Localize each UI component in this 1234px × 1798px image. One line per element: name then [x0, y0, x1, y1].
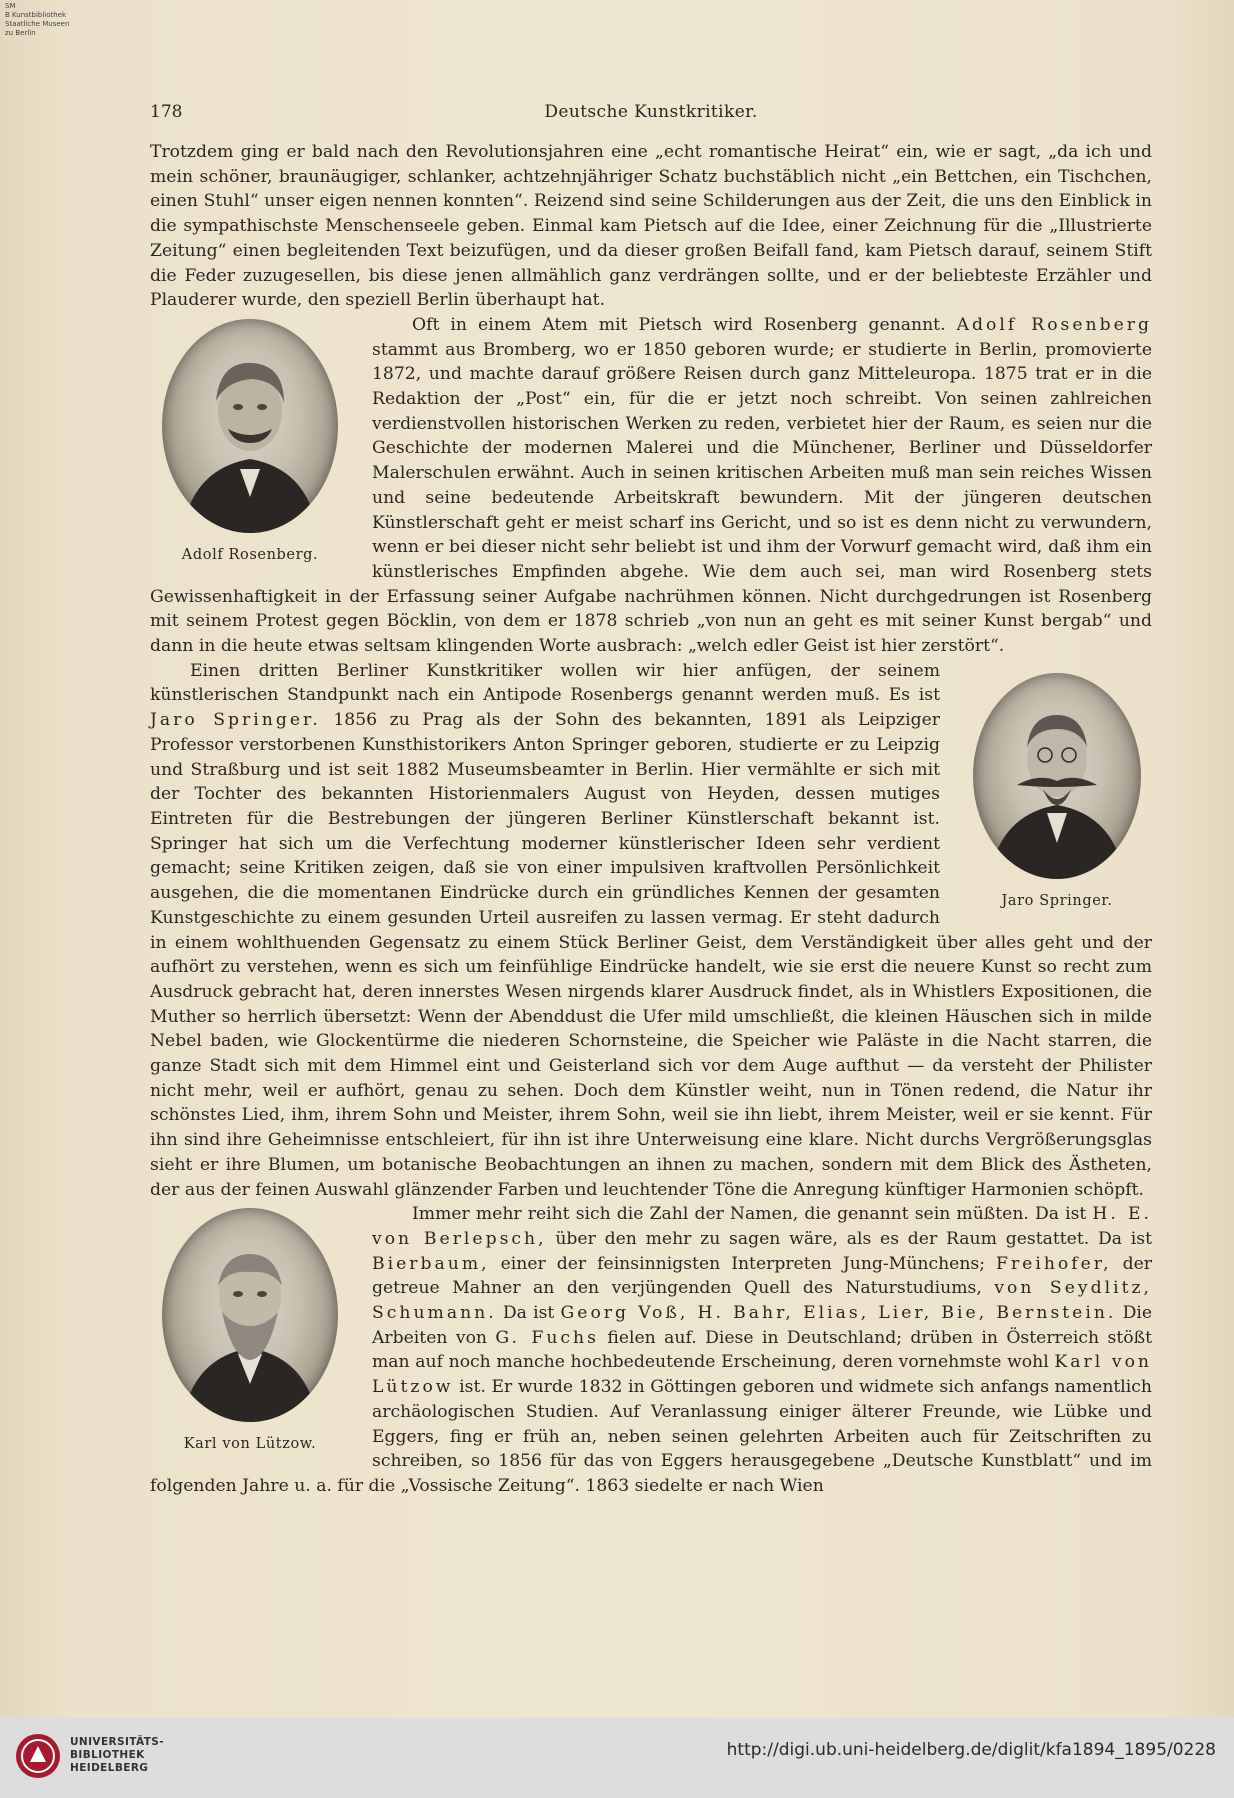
text-run: über den mehr zu sagen wäre, als es der Raum gestattet. Da ist: [555, 1228, 1152, 1249]
text-run: ist. Er wurde 1832 in Göttingen geboren und widmete sich anfangs namentlich archäologischen Studien. Auf Veranlassung einiger älterer Freunde, wie Lübke und Eggers, fing er früh an, neben seinen gelehrten Arbeiten auch für Zeitschriften zu schreiben, so 1856 für das von Eggers herausgegebene „Deutsche Kunstblatt“ und im folgenden Jahre u. a. für die „Vossische Zeitung“. 1863 siedelte er nach Wien: [150, 1377, 1152, 1496]
person-name: Georg Voß, H. Bahr, Elias, Lier, Bie, Bernstein.: [560, 1303, 1117, 1324]
person-name: G. Fuchs: [495, 1327, 599, 1348]
viewer-footer: [0, 1718, 1234, 1798]
text-run: Einen dritten Berliner Kunstkritiker wollen wir hier anfügen, der seinem künstlerischen Standpunkt nach ein Antipode Rosenbergs genannt werden muß. Es ist: [150, 660, 940, 706]
person-name: H. E. von Berlepsch,: [372, 1204, 1152, 1249]
text-run: Immer mehr reiht sich die Zahl der Namen, die genannt sein müßten. Da ist: [412, 1204, 1087, 1225]
text-run: Da ist: [502, 1303, 555, 1324]
library-name: [70, 1736, 164, 1775]
stamp-line: B Kunstbibliothek: [5, 11, 67, 19]
text-run: Oft in einem Atem mit Pietsch wird Rosenberg genannt.: [412, 314, 946, 335]
person-name: Karl von Lützow: [372, 1352, 1152, 1398]
university-seal-icon: [14, 1732, 62, 1780]
body-text: [150, 140, 1152, 1499]
person-name: Adolf Rosenberg: [956, 314, 1153, 335]
portrait-image: [973, 673, 1141, 879]
page-header: [150, 96, 1152, 126]
library-name-line: HEIDELBERG: [70, 1762, 149, 1774]
text-run: Die Arbeiten von: [372, 1303, 1153, 1348]
permalink-url[interactable]: http://digi.ub.uni-heidelberg.de/diglit/kfa1894_1895/0228: [726, 1740, 1216, 1760]
portrait-image: [162, 1208, 338, 1422]
text-run: fielen auf. Diese in Deutschland; drüben in Österreich stößt man auf noch manche hochbedeutende Erscheinung, deren vornehmste wohl: [372, 1327, 1152, 1373]
page-number: 178: [150, 102, 183, 122]
library-name-line: UNIVERSITÄTS-: [70, 1736, 165, 1748]
stamp-line: Staatliche Museen: [5, 20, 70, 28]
text-run: einer der feinsinnigsten Interpreten Jung-Münchens;: [500, 1253, 986, 1274]
stamp-line: zu Berlin: [5, 29, 36, 37]
text-run: stammt aus Bromberg, wo er 1850 geboren wurde; er studierte in Berlin, promovierte 1872, und machte darauf größere Reisen durch ganz Mitteleuropa. 1875 trat er in die Redaktion der „Post“ ein, für die er jetzt noch schreibt. Von seinen zahlreichen verdienstvollen historischen Werken zu reden, verbietet hier der Raum, es seien nur die Geschichte der modernen Malerei und die Münchener, Berliner und Düsseldorfer Malerschulen erwähnt. Auch in seinen kritischen Arbeiten muß man sein reiches Wissen und seine bedeutende Arbeitskraft bewundern. Mit der jüngeren deutschen Künstlerschaft geht er meist scharf ins Gericht, und so ist es denn nicht zu verwundern, wenn er bei dieser nicht sehr beliebt ist und ihm der Vorwurf gemacht wird, daß ihm ein künstlerisches Empfinden abgehe. Wie dem auch sei, man wird Rosenberg stets Gewissenhaftigkeit in der Erfassung seiner Aufgabe nachrühmen können. Nicht durchgedrungen ist Rosenberg mit seinem Protest gegen Böcklin, von dem er 1878 schrieb „von nun an geht es mit seiner Kunst bergab“ und dann in die heute etwas seltsam klingenden Worte ausbrach: „welch edler Geist ist hier zerstört“.: [150, 339, 1152, 657]
person-name: von Seydlitz, Schumann.: [372, 1278, 1153, 1324]
person-name: Freihofer,: [996, 1253, 1112, 1274]
running-title: Deutsche Kunstkritiker.: [544, 102, 758, 122]
person-name: Jaro Springer.: [150, 710, 321, 731]
figure-springer: [962, 673, 1152, 914]
portrait-icon: [162, 319, 338, 533]
person-name: Bierbaum,: [372, 1253, 490, 1274]
library-name-line: BIBLIOTHEK: [70, 1749, 145, 1761]
figure-caption: Jaro Springer.: [1001, 892, 1113, 909]
paragraph: Trotzdem ging er bald nach den Revolutionsjahren eine „echt romantische Heirat“ ein, wie er sagt, „da ich und mein schöner, braunäugiger, schlanker, achtzehnjähriger Schatz buchstäblich nicht „ein Bettchen, ein Tischchen, einen Stuhl“ unser eigen nennen konnten“. Reizend sind seine Schilderungen aus der Zeit, die uns den Einblick in die sympathischste Menschenseele geben. Einmal kam Pietsch auf die Idee, einer Zeichnung für die „Illustrierte Zeitung“ einen begleitenden Text beizufügen, und da dieser großen Beifall fand, kam Pietsch darauf, seinem Stift die Feder zuzugesellen, bis diese jenen allmählich ganz verdrängen sollte, und er der beliebteste Erzähler und Plauderer wurde, den speziell Berlin überhaupt hat.: [150, 142, 1152, 311]
portrait-icon: [973, 673, 1141, 879]
text-run: 1856 zu Prag als der Sohn des bekannten, 1891 als Leipziger Professor verstorbenen Kunsthistorikers Anton Springer geboren, studierte er zu Leipzig und Straßburg und ist seit 1882 Museumsbeamter in Berlin. Hier vermählte er sich mit der Tochter des bekannten Historienmalers August von Heyden, dessen mutiges Eintreten für die Bestrebungen der jüngeren Berliner Künstlerschaft bekannt ist. Springer hat sich um die Verfechtung moderner künstlerischer Ideen sehr verdient gemacht; seine Kritiken zeigen, daß sie von einer impulsiven kraftvollen Persönlichkeit ausgehen, die die momentanen Eindrücke durch ein gründliches Kennen der gesamten Kunstgeschichte zu einem gesunden Urteil ausreifen zu lassen vermag. Er steht dadurch in einem wohlthuenden Gegensatz zu einem Stück Berliner Geist, dem Verständigkeit über alles geht und der aufhört zu verstehen, wenn es sich um feinfühlige Eindrücke handelt, wie sie erst die neuere Kunst so recht zum Ausdruck gebracht hat, deren innerstes Wesen nirgends klarer Ausdruck findet, als in Whistlers Expositionen, die Muther so herrlich übersetzt: Wenn der Abenddust die Ufer mild umschließt, die kleinen Häuschen sich in milde Nebel baden, wie Glockentürme die niederen Schornsteine, die Speicher wie Paläste in die Nacht starren, die ganze Stadt sich mit dem Himmel eint und Geisterland sich vor dem Auge aufthut — da versteht der Philister nicht mehr, weil er aufhört, genau zu sehen. Doch dem Künstler weiht, nun in Tönen redend, die Natur ihr schönstes Lied, ihm, ihrem Sohn und Meister, ihrem Sohn, weil sie ihn liebt, ihrem Meister, weil er sie kennt. Für ihn sind ihre Geheimnisse entschleiert, für ihn ist ihre Unterweisung eine klare. Nicht durchs Vergrößerungsglas sieht er ihre Blumen, um botanische Beobachtungen an ihnen zu machen, sondern mit dem Blick des Ästheten, der aus der feinen Auswahl glänzender Farben und leuchtender Töne die Anregung künftiger Harmonien schöpft.: [150, 710, 1152, 1200]
stamp-line: SM: [5, 2, 16, 10]
figure-rosenberg: [150, 319, 350, 568]
figure-caption: Karl von Lützow.: [183, 1436, 317, 1453]
library-stamp: [5, 2, 95, 38]
text-run: der getreue Mahner an den verjüngenden Quell des Naturstudiums,: [372, 1253, 1152, 1299]
portrait-icon: [162, 1208, 338, 1422]
figure-luetzow: [150, 1208, 350, 1457]
portrait-image: [162, 319, 338, 533]
figure-caption: Adolf Rosenberg.: [181, 546, 319, 563]
